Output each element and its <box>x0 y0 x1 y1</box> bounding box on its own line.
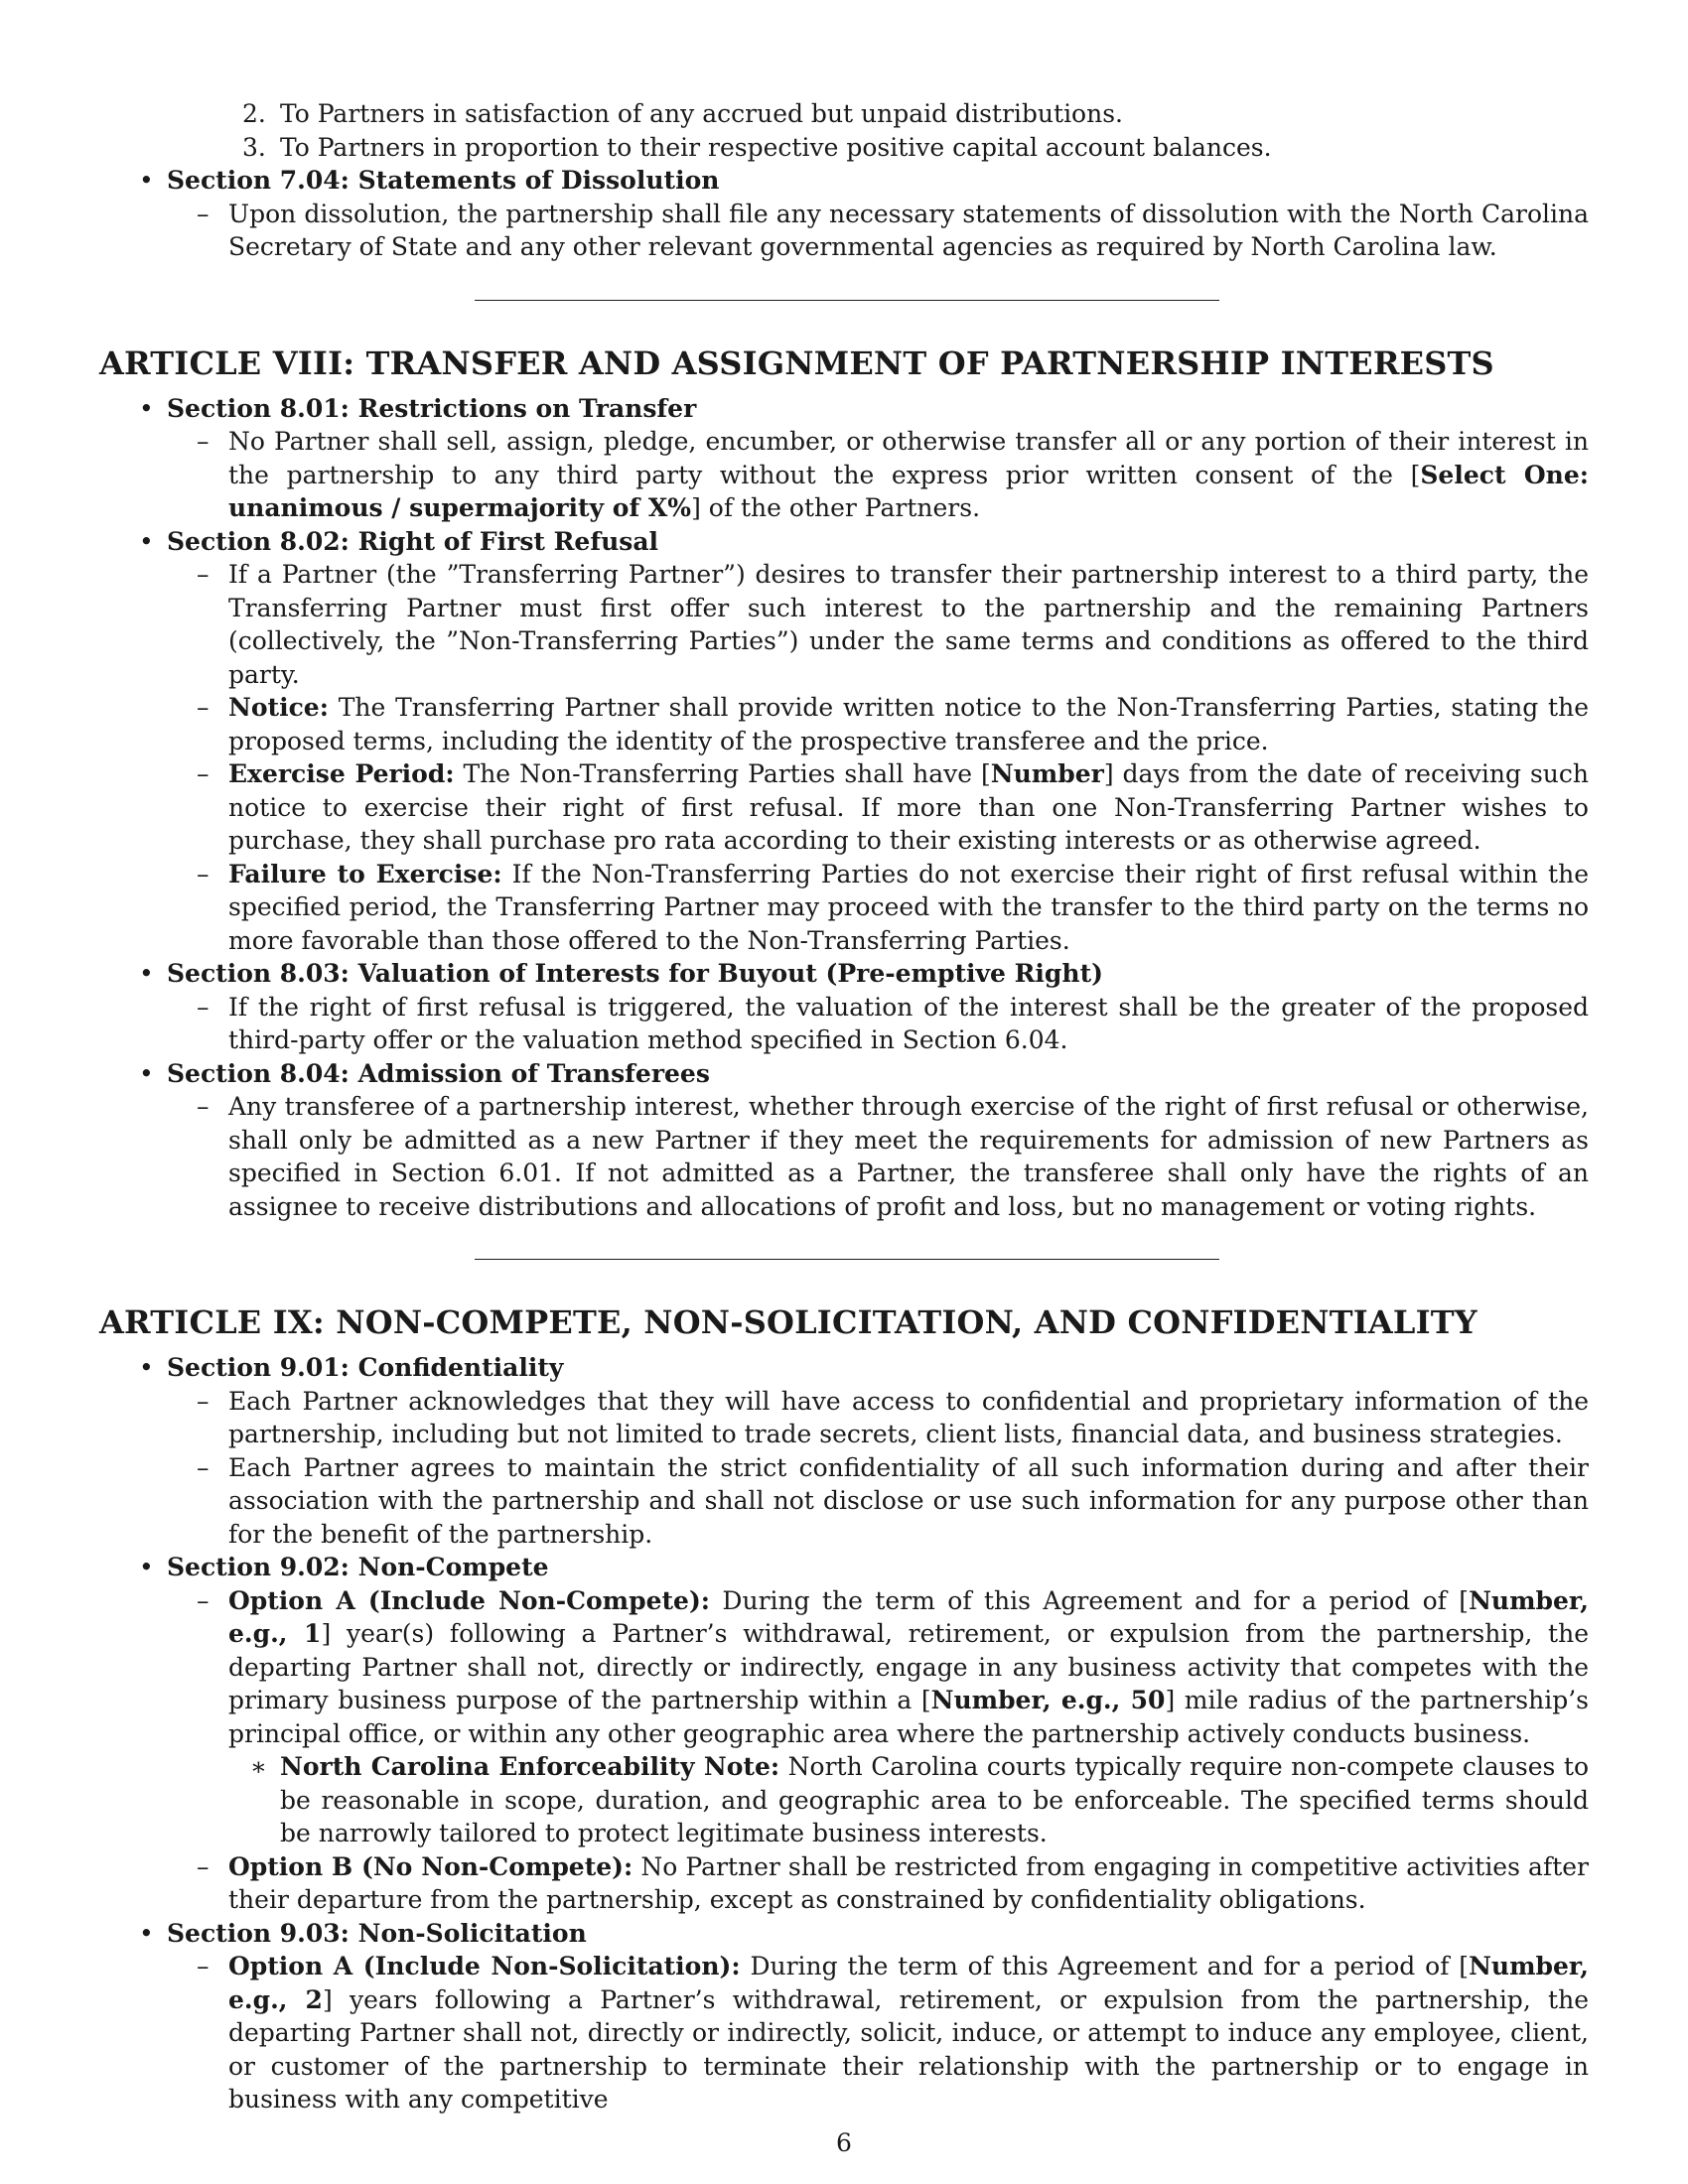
list-item: 3. To Partners in proportion to their respective positive capital account balances. <box>242 132 1272 162</box>
section-7-04-title: • Section 7.04: Statements of Dissolution <box>99 164 1589 198</box>
section-8-01-text: – No Partner shall sell, assign, pledge, encumber, or otherwise transfer all or any portion of their interest in the partnership to any third party without the express prior written consent of the [Select One: unanimous / supermajority of X%] of the other Partners. <box>99 425 1589 525</box>
section-7-04-text: – Upon dissolution, the partnership shall file any necessary statements of dissolution with the North Carolina Secretary of State and any other relevant governmental agencies as required by North Carolina law. <box>99 198 1589 264</box>
article-8-heading: ARTICLE VIII: TRANSFER AND ASSIGNMENT OF PARTNERSHIP INTERESTS <box>99 343 1494 382</box>
section-9-02-title: • Section 9.02: Non-Compete <box>99 1551 1589 1584</box>
section-9-03-option-a: – Option A (Include Non-Solicitation): During the term of this Agreement and for a period of [Number, e.g., 2] years following a Partner’s withdrawal, retirement, or expulsion from the partnership, the departing Partner shall not, directly or indirectly, solicit, induce, or attempt to induce any employee, client, or customer of the partnership to terminate their relationship with the partnership or to engage in business with any competitive <box>99 1950 1589 2116</box>
section-8-02-text: – If a Partner (the ”Transferring Partner”) desires to transfer their partnership interest to a third party, the Transferring Partner must first offer such interest to the partnership and the remaining Partners (collectively, the ”Non-Transferring Parties”) under the same terms and conditions as offered to the third party. <box>99 558 1589 691</box>
page-content <box>99 97 1589 2116</box>
section-9-01-p2: – Each Partner agrees to maintain the strict confidentiality of all such information during and after their association with the partnership and shall not disclose or use such information for any purpose other than for the benefit of the partnership. <box>99 1451 1589 1552</box>
section-8-04-title: • Section 8.04: Admission of Transferees <box>99 1057 1589 1091</box>
section-8-02-notice: – Notice: The Transferring Partner shall provide written notice to the Non-Transferring Parties, stating the proposed terms, including the identity of the prospective transferee and the price. <box>99 691 1589 757</box>
section-8-02-failure: – Failure to Exercise: If the Non-Transferring Parties do not exercise their right of first refusal within the specified period, the Transferring Partner may proceed with the transfer to the third party on the terms no more favorable than those offered to the Non-Transferring Parties. <box>99 858 1589 958</box>
section-8-04-text: – Any transferee of a partnership interest, whether through exercise of the right of first refusal or otherwise, shall only be admitted as a new Partner if they meet the requirements for admission of new Partners as specified in Section 6.01. If not admitted as a Partner, the transferee shall only have the rights of an assignee to receive distributions and allocations of profit and loss, but no management or voting rights. <box>99 1090 1589 1223</box>
page-number: 6 <box>836 2128 852 2157</box>
section-9-02-nc-note: ∗ North Carolina Enforceability Note: North Carolina courts typically require non-compete clauses to be reasonable in scope, duration, and geographic area to be enforceable. The specified terms should be narrowly tailored to protect legitimate business interests. <box>99 1750 1589 1850</box>
section-8-02-title: • Section 8.02: Right of First Refusal <box>99 525 1589 559</box>
section-9-02-option-b: – Option B (No Non-Compete): No Partner shall be restricted from engaging in competitive activities after their departure from the partnership, except as constrained by confidentiality obligations. <box>99 1850 1589 1917</box>
section-8-03-title: • Section 8.03: Valuation of Interests for Buyout (Pre-emptive Right) <box>99 957 1589 991</box>
section-8-02-exercise: – Exercise Period: The Non-Transferring Parties shall have [Number] days from the date of receiving such notice to exercise their right of first refusal. If more than one Non-Transferring Partner wishes to purchase, they shall purchase pro rata according to their existing interests or as otherwise agreed. <box>99 757 1589 858</box>
list-item: 2. To Partners in satisfaction of any accrued but unpaid distributions. <box>242 99 1123 128</box>
horizontal-rule <box>475 300 1219 301</box>
article-9-heading: ARTICLE IX: NON-COMPETE, NON-SOLICITATION, AND CONFIDENTIALITY <box>99 1303 1477 1341</box>
section-8-03-text: – If the right of first refusal is triggered, the valuation of the interest shall be the greater of the proposed third-party offer or the valuation method specified in Section 6.04. <box>99 991 1589 1057</box>
section-9-01-title: • Section 9.01: Confidentiality <box>99 1351 1589 1385</box>
section-9-01-p1: – Each Partner acknowledges that they will have access to confidential and proprietary information of the partnership, including but not limited to trade secrets, client lists, financial data, and business strategies. <box>99 1385 1589 1451</box>
section-9-02-option-a: – Option A (Include Non-Compete): During the term of this Agreement and for a period of [Number, e.g., 1] year(s) following a Partner’s withdrawal, retirement, or expulsion from the partnership, the departing Partner shall not, directly or indirectly, engage in any business activity that competes with the primary business purpose of the partnership within a [Number, e.g., 50] mile radius of the partnership’s principal office, or within any other geographic area where the partnership actively conducts business. <box>99 1584 1589 1751</box>
section-9-03-title: • Section 9.03: Non-Solicitation <box>99 1917 1589 1951</box>
section-8-01-title: • Section 8.01: Restrictions on Transfer <box>99 392 1589 426</box>
horizontal-rule <box>475 1259 1219 1260</box>
